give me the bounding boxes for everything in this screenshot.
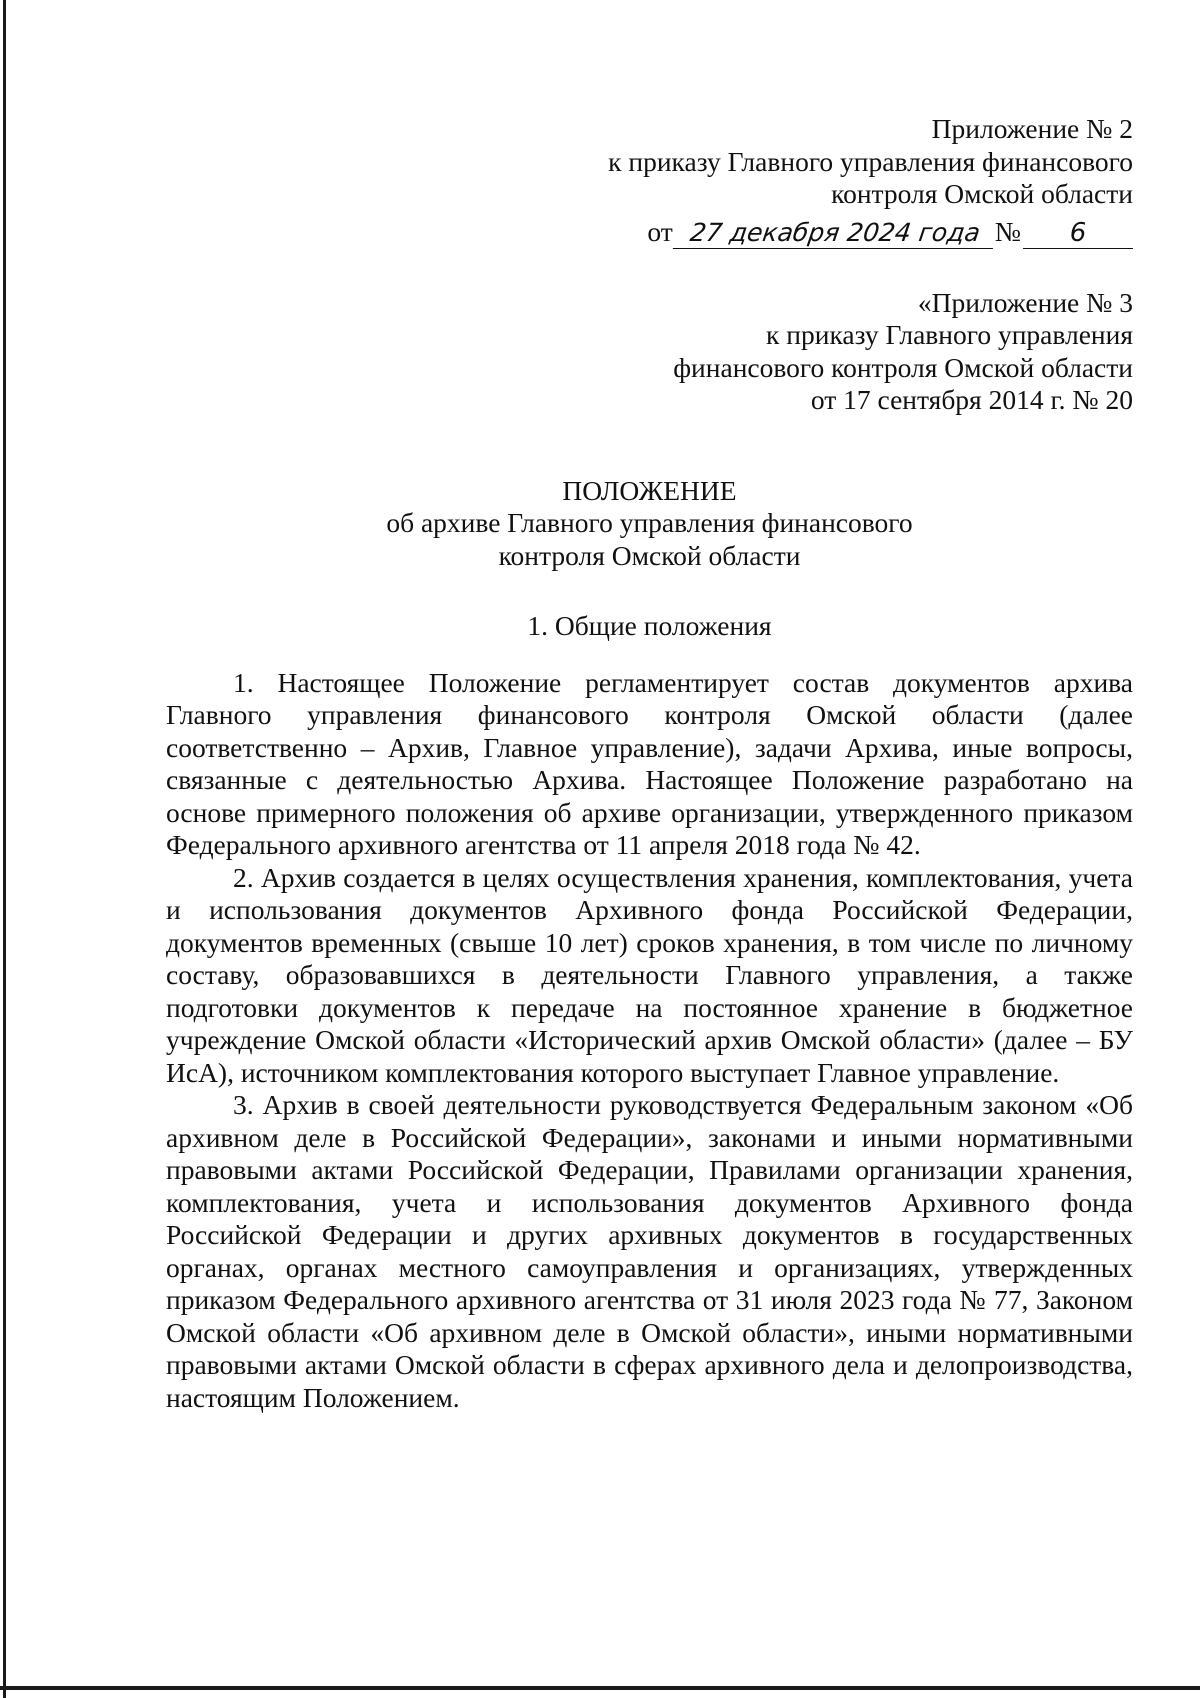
prior-appendix-line: к приказу Главного управления bbox=[766, 319, 1133, 350]
scan-left-edge bbox=[3, 0, 6, 1698]
order-date-line bbox=[166, 213, 1133, 249]
appendix-header bbox=[166, 113, 1133, 249]
document-title bbox=[166, 475, 1133, 573]
handwritten-number: 6 bbox=[1023, 218, 1133, 249]
title-line: контроля Омской области bbox=[498, 539, 801, 571]
scan-bottom-edge bbox=[0, 1686, 1200, 1690]
date-prefix: от bbox=[647, 216, 673, 247]
appendix-line: Приложение № 2 bbox=[931, 113, 1133, 144]
prior-appendix-line: «Приложение № 3 bbox=[917, 286, 1133, 318]
paragraph-1: 1. Настоящее Положение регламентирует состав документов архива Главного управления финансового контроля Омской области (далее соответственно – Архив, Главное управление), задачи Архива, иные вопросы, связанные с деятельностью Архива. Настоящее Положение разработано на основе примерного положения об архиве организации, утвержденного приказом Федерального архивного агентства от 11 апреля 2018 года № 42. bbox=[166, 666, 1133, 860]
appendix-line: контроля Омской области bbox=[831, 178, 1133, 209]
number-sign: № bbox=[994, 216, 1021, 247]
section-title: 1. Общие положения bbox=[527, 610, 772, 641]
handwritten-date: 27 декабря 2024 года bbox=[673, 218, 997, 249]
prior-appendix-header bbox=[166, 287, 1133, 417]
prior-appendix-line: финансового контроля Омской области bbox=[673, 351, 1133, 383]
appendix-line: к приказу Главного управления финансового bbox=[608, 145, 1133, 177]
prior-appendix-line: от 17 сентября 2014 г. № 20 bbox=[810, 384, 1133, 415]
title-line: об архиве Главного управления финансового bbox=[386, 507, 913, 538]
paragraph-3: 3. Архив в своей деятельности руководствуется Федеральным законом «Об архивном деле в Российской Федерации», законами и иными нормативными правовыми актами Российской Федерации, Правилами организации хранения, комплектования, учета и использования документов Архивного фонда Российской Федерации и других архивных документов в государственных органах, органах местного самоуправления и организациях, утвержденных приказом Федерального архивного агентства от 31 июля 2023 года № 77, Законом Омской области «Об архивном деле в Омской области», иными нормативными правовыми актами Омской области в сферах архивного дела и делопроизводства, настоящим Положением. bbox=[166, 1089, 1133, 1413]
title-line: ПОЛОЖЕНИЕ bbox=[562, 474, 737, 506]
paragraph-2: 2. Архив создается в целях осуществления хранения, комплектования, учета и использования документов Архивного фонда Российской Федерации, документов временных (свыше 10 лет) сроков хранения, в том числе по личному составу, образовавшихся в деятельности Главного управления, а также подготовки документов к передаче на постоянное хранение в бюджетное учреждение Омской области «Исторический архив Омской области» (далее – БУ ИсА), источником комплектования которого выступает Главное управление. bbox=[166, 861, 1133, 1088]
document-page bbox=[166, 113, 1133, 1414]
